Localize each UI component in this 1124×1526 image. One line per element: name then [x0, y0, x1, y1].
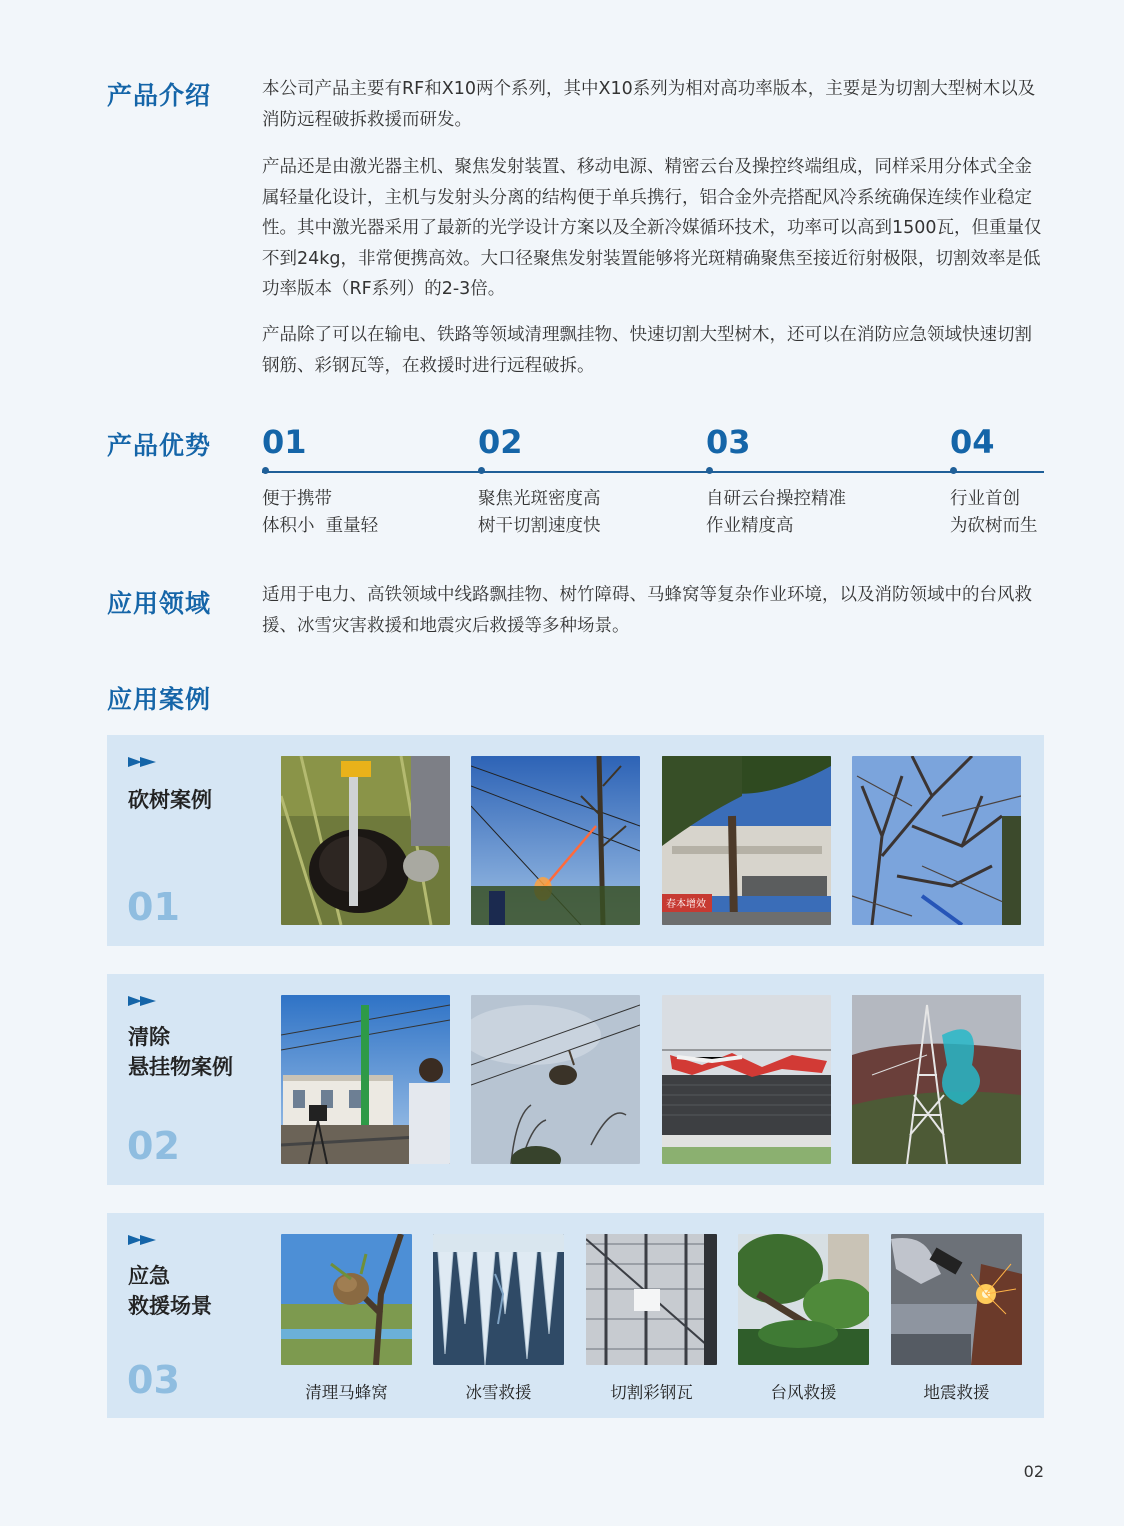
advantage-line-1: 聚焦光斑密度高: [478, 489, 601, 509]
double-arrow-icon: [128, 1235, 158, 1245]
caption-steel-roof-cutting: 切割彩钢瓦: [610, 1383, 693, 1402]
advantage-line-1: 自研云台操控精准: [706, 489, 846, 509]
advantage-number: 01: [262, 423, 307, 461]
caption-typhoon-rescue: 台风救援: [770, 1383, 837, 1402]
hornet-nest-photo: [281, 1234, 412, 1365]
advantage-line-1: 便于携带: [262, 489, 332, 509]
advantage-line-2: 体积小 重量轻: [262, 516, 379, 536]
railway-operator-photo: [281, 995, 450, 1164]
case-title-line-1: 清除: [128, 1025, 170, 1049]
advantage-item: [706, 422, 846, 540]
bare-branches-photo: [852, 756, 1021, 925]
photo-banner-text: 春本增效: [666, 899, 706, 910]
case-title-line-2: 悬挂物案例: [128, 1055, 233, 1079]
hanging-nest-photo: [471, 995, 640, 1164]
advantage-line-1: 行业首创: [950, 489, 1020, 509]
advantages-timeline: [262, 471, 1044, 473]
cases-title: 应用案例: [107, 685, 212, 714]
intro-paragraph-3: 产品除了可以在输电、铁路等领域清理飘挂物、快速切割大型树木，还可以在消防应急领域快速切割钢筋、彩钢瓦等，在救援时进行远程破拆。: [262, 325, 1032, 376]
timeline-dot: [262, 467, 269, 474]
double-arrow-icon: [128, 996, 158, 1006]
earthquake-cutting-photo: [891, 1234, 1022, 1365]
torn-banner-photo: [662, 995, 831, 1164]
case-title-line-2: 救援场景: [128, 1294, 212, 1318]
case-number: 03: [127, 1358, 180, 1402]
steel-roof-photo: [586, 1234, 717, 1365]
fallen-tree-photo: [738, 1234, 869, 1365]
case-number: 01: [127, 885, 180, 929]
tower-net-photo: [852, 995, 1021, 1164]
caption-ice-snow-rescue: 冰雪救援: [465, 1383, 532, 1402]
campus-tree-photo: [662, 756, 831, 925]
case-box-tree-cutting: [107, 735, 1044, 946]
advantage-number: 02: [478, 423, 523, 461]
double-arrow-icon: [128, 757, 158, 767]
intro-title: 产品介绍: [107, 81, 212, 110]
icicles-photo: [433, 1234, 564, 1365]
advantage-number: 04: [950, 423, 995, 461]
case-number: 02: [127, 1124, 180, 1168]
advantage-item: [950, 422, 1038, 540]
case-title: 砍树案例: [128, 788, 212, 812]
page-number: 02: [1023, 1462, 1044, 1481]
laser-cutting-photo: [471, 756, 640, 925]
advantage-line-2: 树干切割速度快: [478, 516, 601, 536]
timeline-dot: [950, 467, 957, 474]
advantages-title: 产品优势: [107, 431, 212, 460]
caption-hornet-nest: 清理马蜂窝: [305, 1383, 388, 1402]
timeline-dot: [706, 467, 713, 474]
advantage-line-2: 为砍树而生: [950, 516, 1038, 536]
application-title: 应用领域: [107, 589, 212, 618]
intro-paragraph-1: 本公司产品主要有RF和X10两个系列，其中X10系列为相对高功率版本，主要是为切割大型树木以及消防远程破拆救援而研发。: [262, 79, 1036, 130]
case-box-emergency-rescue: [107, 1213, 1044, 1418]
intro-paragraph-2: 产品还是由激光器主机、聚焦发射装置、移动电源、精密云台及操控终端组成，同样采用分体式全金属轻量化设计，主机与发射头分离的结构便于单兵携行，铝合金外壳搭配风冷系统确保连续作业稳定性。其中激光器采用了最新的光学设计方案以及全新冷媒循环技术，功率可以高到1500瓦，但重量仅不到24kg，非常便携高效。大口径聚焦发射装置能够将光斑精确聚焦至接近衍射极限，切割效率是低功率版本（RF系列）的2-3倍。: [262, 157, 1042, 299]
advantage-item: [478, 422, 601, 540]
application-text: 适用于电力、高铁领域中线路飘挂物、树竹障碍、马蜂窝等复杂作业环境，以及消防领域中的台风救援、冰雪灾害救援和地震灾后救援等多种场景。: [262, 585, 1032, 636]
advantage-line-2: 作业精度高: [706, 516, 794, 536]
tree-stump-photo: [281, 756, 450, 925]
case-box-debris-removal: [107, 974, 1044, 1185]
case-title-line-1: 应急: [128, 1264, 170, 1288]
timeline-dot: [478, 467, 485, 474]
advantage-item: [262, 422, 378, 540]
caption-earthquake-rescue: 地震救援: [923, 1383, 990, 1402]
advantage-number: 03: [706, 423, 751, 461]
